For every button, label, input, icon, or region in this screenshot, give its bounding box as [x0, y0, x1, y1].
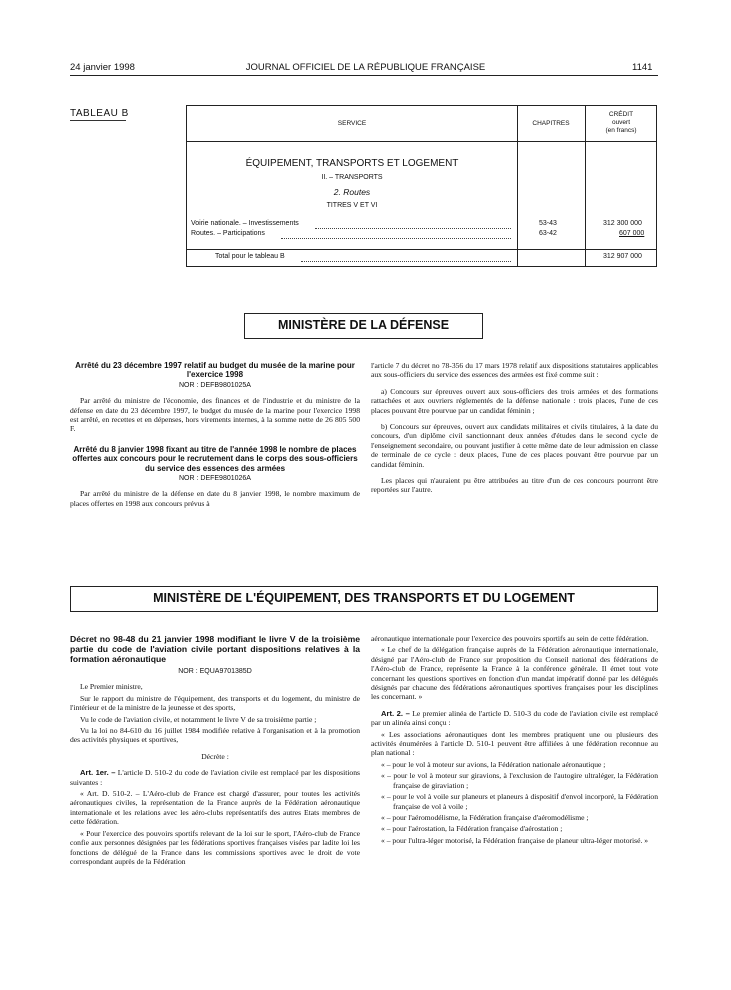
decret-nor: NOR : EQUA9701385D — [178, 668, 252, 675]
row-credit: 607 000 — [619, 230, 645, 237]
article-1-text: L'article D. 510-2 du code de l'aviation civile est remplacé par les dispositions suivantes : — [70, 768, 360, 787]
row-label: Routes. – Participations — [191, 230, 265, 237]
equipement-ministry-heading: MINISTÈRE DE L'ÉQUIPEMENT, DES TRANSPORTS ET DU LOGEMENT — [70, 586, 658, 612]
article-1 — [70, 768, 360, 787]
equipement-right-column — [371, 634, 658, 847]
article-2-quote: « Les associations aéronautiques dont les membres pratiquent une ou plusieurs des activités énumérées à l'article D. 510-1 peuvent être affiliées à une fédération reconnue au plan national : — [371, 729, 658, 758]
defense-paragraph: l'article 7 du décret no 78-356 du 17 mars 1978 relatif aux dispositions statutaires applicables aux sous-officiers du service des essences des armées est fixé comme suit : — [371, 361, 658, 380]
row-credit: 312 300 000 — [603, 220, 642, 227]
table-subsection: 2. Routes — [333, 187, 371, 197]
row-chapitre: 63-42 — [539, 230, 557, 237]
defense-paragraph: b) Concours sur épreuves, ouvert aux candidats militaires et civils titulaires, à la date du concours, d'un diplôme civil sanctionnant deux années d'études dans le second cycle de l'enseignement secondaire, ou pouvant justifier à cette même date de leur admission en classe de terminale de ce cycle : deux places, l'une de ces places pouvant être pourvue par un candidat féminin. — [371, 422, 658, 469]
defense-paragraph: Les places qui n'auraient pu être attribuées au titre d'un de ces concours pourront être reportées sur l'autre. — [371, 476, 658, 495]
article-2-text: Le premier alinéa de l'article D. 510-3 du code de l'aviation civile est remplacé par un alinéa ainsi conçu : — [371, 708, 659, 728]
leader-dots — [281, 238, 511, 239]
article-2 — [371, 709, 658, 728]
total-label: Total pour le tableau B — [215, 253, 285, 260]
leader-dots — [315, 228, 511, 229]
row-label: Voirie nationale. – Investissements — [191, 220, 299, 227]
table-section: II. – TRANSPORTS — [321, 174, 383, 181]
defense-ministry-heading: MINISTÈRE DE LA DÉFENSE — [244, 313, 483, 339]
tableau-label: TABLEAU B — [70, 108, 129, 119]
arrete1-title: Arrêté du 23 décembre 1997 relatif au budget du musée de la marine pour l'exercice 1998 — [75, 361, 355, 380]
leader-dots — [301, 261, 511, 262]
table-titres: TITRES V ET VI — [326, 202, 378, 209]
list-item: « – pour l'ultra-léger motorisé, la Fédération française de planeur ultra-léger motorisé. » — [381, 835, 649, 845]
arrete1-body: Par arrêté du ministre de l'économie, des finances et de l'industrie et du ministre de la défense en date du 23 décembre 1997, le budget du musée de la marine pour l'exercice 1998 est arrêté, en recettes et en dépenses, hors virements internes, à la somme nette de 26 805 500 F. — [70, 396, 360, 434]
header-journal-title: JOURNAL OFFICIEL DE LA RÉPUBLIQUE FRANÇAISE — [245, 62, 486, 73]
decret-paragraph: Le Premier ministre, — [80, 682, 143, 692]
article-1-label: Art. 1er. – — [80, 768, 116, 778]
article-1-quote: « Art. D. 510-2. – L'Aéro-club de France est chargé d'assurer, pour toutes les activités aéronautiques civiles, la représentation de la France auprès de la Fédération aéronautique internationale et les relations avec les aéro-clubs représentatifs des autres Etats membres de cette fédération. — [70, 789, 360, 827]
arrete2-body: Par arrêté du ministre de la défense en date du 8 janvier 1998, le nombre maximum de places offertes en 1998 aux concours prévus à — [70, 489, 360, 508]
defense-left-column — [70, 361, 360, 510]
decrete-label: Décrète : — [201, 751, 229, 761]
row-chapitre: 53-43 — [539, 220, 557, 227]
list-item: « – pour le vol à voile sur planeurs et planeurs à dispositif d'envol incorporé, la Fédération française de vol à voile ; — [381, 792, 658, 811]
article-2-label: Art. 2. – — [381, 708, 410, 718]
table-header-rule — [187, 141, 656, 142]
header-rule — [70, 75, 658, 76]
arrete2-title: Arrêté du 8 janvier 1998 fixant au titre de l'année 1998 le nombre de places offertes aux concours pour le recrutement dans le corps des sous-officiers du service des essences des armées — [72, 444, 358, 473]
list-item: « – pour le vol à moteur sur avions, la Fédération nationale aéronautique ; — [381, 759, 606, 769]
defense-paragraph: a) Concours sur épreuves ouvert aux sous-officiers des trois armées et des formations rattachées et aux ouvriers réglementés de la défense nationale : trois places, l'une de ces places pouvant être pourvue par un candidat féminin ; — [371, 386, 658, 415]
defense-right-column — [371, 361, 658, 497]
table-total-rule — [187, 249, 656, 250]
header-date: 24 janvier 1998 — [70, 62, 135, 73]
decret-paragraph: « Le chef de la délégation française auprès de la Fédération aéronautique internationale, désigné par l'Aéro-club de France sur proposition du Conseil national des fédérations de l'Aéro-club de France, représente la France à la conférence générale. Il émet tout vote concernant les questions sportives en fonction d'un mandat impératif donné par les délégués désignés par chacune des fédérations aéronautiques sportives françaises pour les disciplines les concernant. » — [371, 645, 658, 702]
decret-paragraph: Sur le rapport du ministre de l'équipement, des transports et du logement, du ministre de l'intérieur et de la ministre de la jeunesse et des sports, — [70, 693, 360, 713]
tableau-label-underline — [70, 120, 126, 121]
list-item: « – pour le vol à moteur sur giravions, à l'exclusion de l'autogire ultraléger, la Fédération française de giraviation ; — [381, 771, 658, 790]
article-1-quote: « Pour l'exercice des pouvoirs sportifs relevant de la loi sur le sport, l'Aéro-club de France confie aux personnes désignées par les fédérations sportives françaises visées par ladite loi les fonctions de délégué de la France dans les commissions sportives avec le droit de vote correspondant auprès de la Fédération — [70, 828, 360, 866]
equipement-left-column — [70, 634, 360, 868]
decret-paragraph: Vu le code de l'aviation civile, et notamment le livre V de sa troisième partie ; — [80, 714, 317, 724]
total-credit: 312 907 000 — [603, 253, 642, 260]
credit-table — [186, 105, 657, 267]
list-item: « – pour l'aéromodélisme, la Fédération française d'aéromodélisme ; — [381, 812, 589, 822]
decret-paragraph: aéronautique internationale pour l'exercice des pouvoirs sportifs au sein de cette fédération. — [371, 634, 649, 643]
arrete1-nor: NOR : DEFB9801025A — [179, 381, 251, 389]
arrete2-nor: NOR : DEFE9801026A — [179, 475, 251, 483]
list-item: « – pour l'aérostation, la Fédération française d'aérostation ; — [381, 824, 563, 834]
col-header-chapitres: CHAPITRES — [532, 120, 570, 127]
table-ministry: ÉQUIPEMENT, TRANSPORTS ET LOGEMENT — [245, 158, 459, 169]
decret-paragraph: Vu la loi no 84-610 du 16 juillet 1984 modifiée relative à l'organisation et à la promotion des activités physiques et sportives, — [70, 726, 360, 745]
header-page-number: 1141 — [632, 62, 653, 73]
decret-title: Décret no 98-48 du 21 janvier 1998 modifiant le livre V de la troisième partie du code de l'aviation civile portant dispositions relatives à la formation aéronautique — [70, 634, 360, 664]
table-divider — [517, 106, 518, 266]
col-header-service: SERVICE — [337, 120, 367, 127]
col-header-credit: CRÉDIT ouvert (en francs) — [605, 111, 637, 134]
